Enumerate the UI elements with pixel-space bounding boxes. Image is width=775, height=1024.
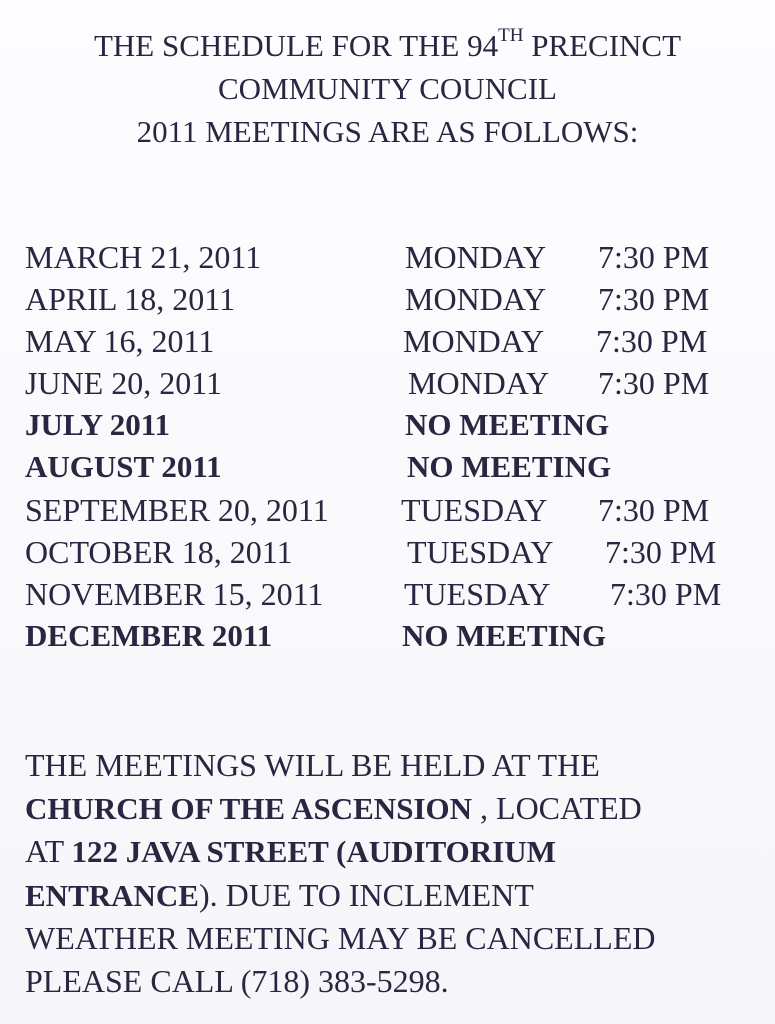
notice-line xyxy=(25,874,765,918)
schedule-row xyxy=(0,320,775,362)
schedule-row-no-meeting xyxy=(0,404,775,446)
meeting-day: TUESDAY xyxy=(407,533,554,570)
meeting-time: 7:30 PM xyxy=(598,491,710,528)
notice-line xyxy=(25,787,765,831)
meeting-time: 7:30 PM xyxy=(598,281,710,318)
schedule-row xyxy=(0,236,775,278)
meeting-day: MONDAY xyxy=(405,281,547,318)
meeting-date: APRIL 18, 2011 xyxy=(25,281,236,318)
meeting-date: JUNE 20, 2011 xyxy=(25,365,223,402)
contact-phone-line: PLEASE CALL (718) 383-5298. xyxy=(25,962,449,999)
meeting-date: MAY 16, 2011 xyxy=(25,323,215,360)
title-superscript: TH xyxy=(498,24,524,46)
meeting-location-notice xyxy=(25,744,765,1002)
schedule-row xyxy=(0,489,775,531)
meeting-date: AUGUST 2011 xyxy=(25,449,222,485)
title-line-3: 2011 MEETINGS ARE AS FOLLOWS: xyxy=(136,114,639,149)
meeting-date: MARCH 21, 2011 xyxy=(25,239,262,275)
meeting-day: MONDAY xyxy=(408,365,550,402)
meeting-schedule xyxy=(0,236,775,657)
notice-line xyxy=(25,830,765,874)
address-prefix: AT xyxy=(25,833,72,869)
notice-line: THE MEETINGS WILL BE HELD AT THE xyxy=(25,747,600,783)
meeting-date: SEPTEMBER 20, 2011 xyxy=(25,491,329,528)
schedule-row-no-meeting xyxy=(0,446,775,488)
meeting-time: 7:30 PM xyxy=(598,239,710,275)
entrance-label: ENTRANCE xyxy=(25,877,199,913)
schedule-row-no-meeting xyxy=(0,615,775,657)
no-meeting-label: NO MEETING xyxy=(402,617,607,653)
venue-address: 122 JAVA STREET (AUDITORIUM xyxy=(71,834,556,869)
flyer-title xyxy=(0,24,775,153)
meeting-date: DECEMBER 2011 xyxy=(25,617,273,653)
notice-line: WEATHER MEETING MAY BE CANCELLED xyxy=(25,920,656,956)
title-line-2: COMMUNITY COUNCIL xyxy=(218,71,557,106)
venue-name: CHURCH OF THE ASCENSION xyxy=(25,790,473,826)
title-line-1-prefix: THE SCHEDULE FOR THE 94 xyxy=(93,28,499,63)
meeting-day: MONDAY xyxy=(403,323,545,360)
meeting-time: 7:30 PM xyxy=(605,533,717,570)
venue-suffix: , LOCATED xyxy=(472,789,642,826)
meeting-time: 7:30 PM xyxy=(598,365,710,402)
meeting-date: JULY 2011 xyxy=(25,407,170,443)
title-line-1-suffix: PRECINCT xyxy=(523,28,682,63)
meeting-day: TUESDAY xyxy=(401,491,548,528)
meeting-day: TUESDAY xyxy=(404,575,551,612)
no-meeting-label: NO MEETING xyxy=(405,407,610,443)
meeting-date: NOVEMBER 15, 2011 xyxy=(25,575,324,612)
schedule-row xyxy=(0,573,775,615)
meeting-date: OCTOBER 18, 2011 xyxy=(25,533,293,570)
meeting-time: 7:30 PM xyxy=(610,575,722,612)
title-line-1 xyxy=(0,24,775,67)
schedule-row xyxy=(0,531,775,573)
meeting-day: MONDAY xyxy=(405,239,547,275)
schedule-row xyxy=(0,278,775,320)
no-meeting-label: NO MEETING xyxy=(407,449,612,485)
schedule-row xyxy=(0,362,775,404)
entrance-suffix: ). DUE TO INCLEMENT xyxy=(198,876,534,913)
meeting-time: 7:30 PM xyxy=(596,323,708,360)
